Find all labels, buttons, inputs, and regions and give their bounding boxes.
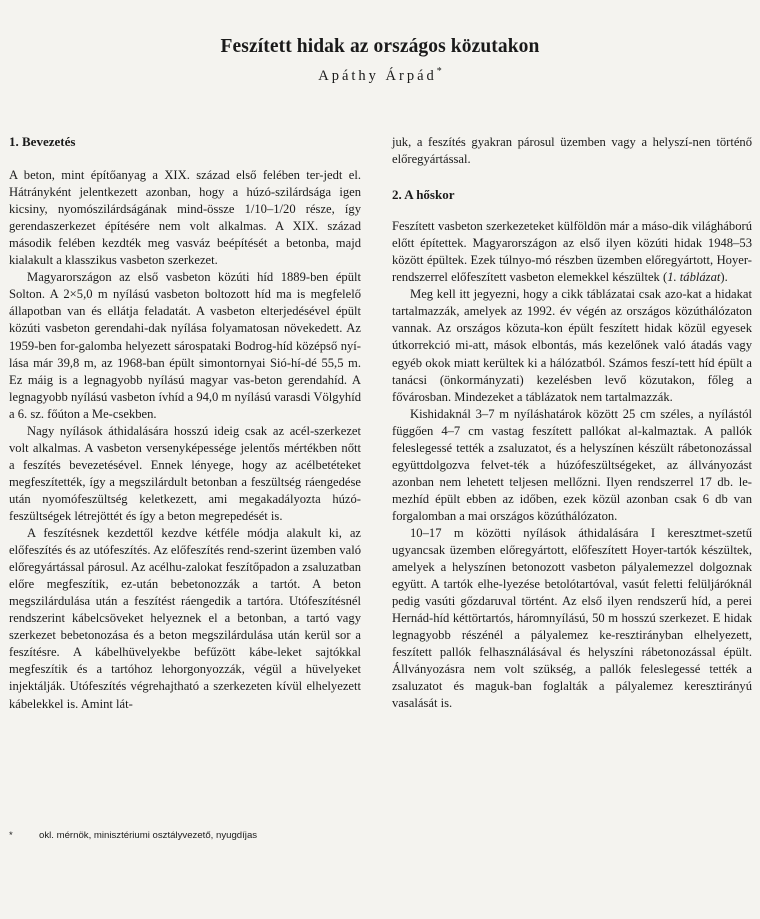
section-heading-heroic-age: 2. A hőskor	[392, 187, 455, 203]
paragraph-text: ).	[720, 270, 728, 285]
right-column	[392, 134, 752, 713]
paragraph: Kishidaknál 3–7 m nyíláshatárok között 25 cm széles, a nyílástól függően 4–7 cm vastag feszített pallókat al-kalmaztak. A pallók feleslegessé tették a zsaluzatot, és a helyszínen készült rábetonozással együttdolgozva felvet-ték a húzófeszültségeket, az állványozást azonban nem lehetett teljesen mellőzni. Ilyen rendszerrel 17 db. le-mezhíd épült ebben az időben, ezek közül azonban csak 6 db van forgalomban a mai országos közúthálózaton.	[392, 406, 752, 523]
paragraph: 10–17 m közötti nyílások áthidalására I keresztmet-szetű ugyancsak üzemben előregyártott, előfeszített Hoyer-tartók készültek, amelyek a helyszínen betonozott vasbeton pályalemezzel dolgoznak együtt. A tartók elhe-lyezése betolótartóval, vasút feletti felüljáróknál pedig vasúti gőzdaruval történt. Az első ilyen rendszerű híd, a perei Hernád-híd kéttörtartós, háromnyílású, 50 m hosszú szerkezet. E hidak legnagyobb részénél a pályalemez ke-resztirányban elhelyezett, feszített pallók felhasználásával és helyszíni rábetonozással épült. Állványozásra nem volt szükség, a pallók feleslegessé tették a zsaluzatot és maguk-ban foglalták a pályalemez keresztirányú vasalását is.	[392, 525, 752, 711]
paragraph: A feszítésnek kezdettől kezdve kétféle módja alakult ki, az előfeszítés és az utófeszítés. Az előfeszítés rend-szerint üzemben való előregyártással párosul. Az acélhu-zalokat feszítőpadon a zsaluzatban előre megfeszítik, ez-után bebetonozzák a tartót. A beton megszilárdulása után a feszítést ráengedik a tartóra. Utófeszítésnél rendszerint kábelcsöveket helyeznek el a betonban, a tartó vagy szerkezet bebetonozása és a beton megszilárdulása után kerül sor a feszítésre. A kábelhüvelyekbe befűzött kábe-leket sajtókkal megfeszítik és a tartóhoz lehorgonyozzák, végül a hüvelyeket injektálják. Utófeszítés végrehajtható a szerkezeten kívül elhelyezett kábelekkel is. Amint lát-	[9, 526, 361, 711]
section-heading-introduction: 1. Bevezetés	[9, 134, 76, 149]
left-column	[9, 133, 361, 713]
paragraph: Meg kell itt jegyezni, hogy a cikk táblázatai csak azo-kat a hidakat tartalmazzák, amelyek az 1992. év végén az országos közúthálózaton vannak. Az országos közuta-kon épült feszített hidak közül egyesek útkorrekció mi-att, mások elbontás, más kezelőnek való átadás vagy egyéb okok miatt kerültek ki a hálózatból. Számos feszí-tett híd épült a tanácsi (önkormányzati) kezelésben levő közutakon, főleg a fővárosban. Mindezeket a táblázatok nem tartalmazzák.	[392, 287, 752, 404]
paragraph-text: Feszített vasbeton szerkezeteket külföldön már a máso-dik világháború előtt építettek. Magyarországon az első ilyen közúti hidak 1948–53 között épültek. Ezek túlnyo-mó részben üzemben előregyártott, Hoyer-rendszerrel előfeszített vasbeton elemekkel készültek (	[392, 219, 752, 285]
article-title: Feszített hidak az országos közutakon	[220, 36, 540, 57]
paragraph: A beton, mint építőanyag a XIX. század első felében ter-jedt el. Hátrányként jelentkezett azonban, hogy a húzó-szilárdsága igen kicsiny, nyomószilárdságának mind-össze 1/10–1/20 része, így gerendaszerkezet építésére nem volt alkalmas. A XIX. század második felében kezdték meg vasváz beépítését a betonba, majd kialakult a klasszikus vasbeton szerkezet.	[9, 168, 361, 268]
paragraph	[392, 218, 752, 286]
paragraph-continuation: juk, a feszítés gyakran párosul üzemben vagy a helyszí-nen történő előregyártással.	[392, 135, 752, 167]
table-reference: 1. táblázat	[667, 270, 721, 285]
article-author	[0, 66, 760, 85]
paragraph: Nagy nyílások áthidalására hosszú ideig csak az acél-szerkezet volt alkalmas. A vasbeton versenyképessége jelentős mértékben nőtt a feszítés bevezetésével. Ennek lényege, hogy az acélbetéteket megfeszítették, így a megszilárdult betonban a feszültség ráengedése után nyomófeszültség keletkezett, ami megakadályozta húzó-feszültségek létrejöttét és így a beton megrepedését is.	[9, 423, 361, 523]
footnote-text: okl. mérnök, minisztériumi osztályvezető, nyugdíjas	[39, 830, 258, 841]
footnote	[9, 829, 369, 842]
author-footnote-mark: *	[436, 66, 442, 77]
footnote-mark: *	[9, 830, 13, 841]
author-name: Apáthy Árpád	[318, 67, 437, 84]
paragraph: Magyarországon az első vasbeton közúti híd 1889-ben épült Solton. A 2×5,0 m nyílású vasbeton boltozott híd ma is megfelelő állapotban van és ellátja feladatát. A vasbeton elterjedésével épült közúti vasbeton gerendahi-dak nyílása folyamatosan növekedett. Az 1959-ben for-galomba helyezett sárospataki Bodrog-híd középső nyí-lása már 39,8 m, az 1968-ban épült simontornyai Sió-hí-dé 55,5 m. Ez máig is a legnagyobb nyílású magyar vas-beton gerendahíd. A legnagyobb nyílású vasbeton ívhíd a 94,0 m nyílású varasdi Völgyhíd a 6. sz. főúton a Me-csekben.	[9, 270, 361, 421]
